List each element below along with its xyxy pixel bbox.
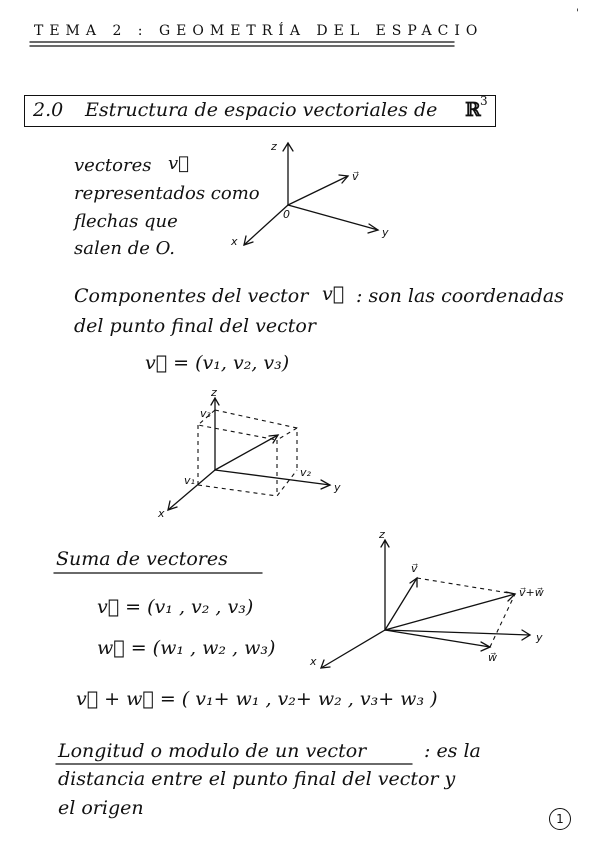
section-number: 2.0 [33, 99, 64, 121]
real-set-exponent: 3 [480, 94, 488, 108]
page-number-circle [549, 808, 571, 830]
sum-eq-w: w⃗ = (w₁ , w₂ , w₃) [97, 637, 276, 659]
sum-heading: Suma de vectores [56, 548, 228, 570]
page-header-title: TEMA 2 : GEOMETRÍA DEL ESPACIO [34, 23, 484, 39]
diag3-x-label: x [310, 655, 317, 668]
diag1-z-label: z [271, 140, 277, 153]
diag1-y-label: y [382, 226, 389, 239]
length-heading: Longitud o modulo de un vector [58, 740, 367, 762]
intro-line-4: salen de O. [74, 238, 176, 259]
diag2-y-label: y [334, 481, 341, 494]
diag1-x-label: x [231, 235, 238, 248]
diag1-origin-label: 0 [283, 208, 290, 221]
diag3-w-label: w⃗ [488, 651, 497, 664]
intro-line-2: representados como [74, 183, 260, 204]
diag2-v1-label: v₁ [184, 474, 195, 487]
components-line-1b: : son las coordenadas [356, 285, 564, 307]
components-formula: v⃗ = (v₁, v₂, v₃) [145, 352, 290, 374]
diag3-v-label: v⃗ [411, 562, 418, 575]
corner-mark: ' [576, 8, 579, 19]
diag1-v-label: v⃗ [352, 170, 359, 183]
components-line-1a: Componentes del vector [74, 285, 309, 307]
diag2-v3-label: v₃ [200, 407, 211, 420]
section-title: Estructura de espacio vectoriales de [85, 99, 438, 121]
diag3-y-label: y [536, 631, 543, 644]
diag2-v2-label: v₂ [300, 466, 311, 479]
sum-eq-total: v⃗ + w⃗ = ( v₁+ w₁ , v₂+ w₂ , v₃+ w₃ ) [76, 688, 438, 710]
diag2-z-label: z [211, 386, 217, 399]
components-vector-symbol: v⃗ [322, 283, 345, 305]
sum-eq-v: v⃗ = (v₁ , v₂ , v₃) [97, 596, 254, 618]
real-set-symbol: ℝ [465, 99, 481, 121]
components-line-2: del punto final del vector [74, 315, 316, 337]
intro-line-1: vectores [74, 155, 152, 176]
page-number: 1 [556, 812, 564, 826]
intro-line-3: flechas que [74, 211, 178, 232]
length-line-2: distancia entre el punto final del vector y [58, 768, 456, 790]
length-line-3: el origen [58, 797, 144, 819]
diag2-x-label: x [158, 507, 165, 520]
intro-vector-symbol: v⃗ [168, 153, 189, 174]
length-line-1-rest: : es la [424, 740, 481, 762]
diag3-z-label: z [379, 528, 385, 541]
diag3-vw-label: v⃗+w⃗ [519, 586, 544, 599]
